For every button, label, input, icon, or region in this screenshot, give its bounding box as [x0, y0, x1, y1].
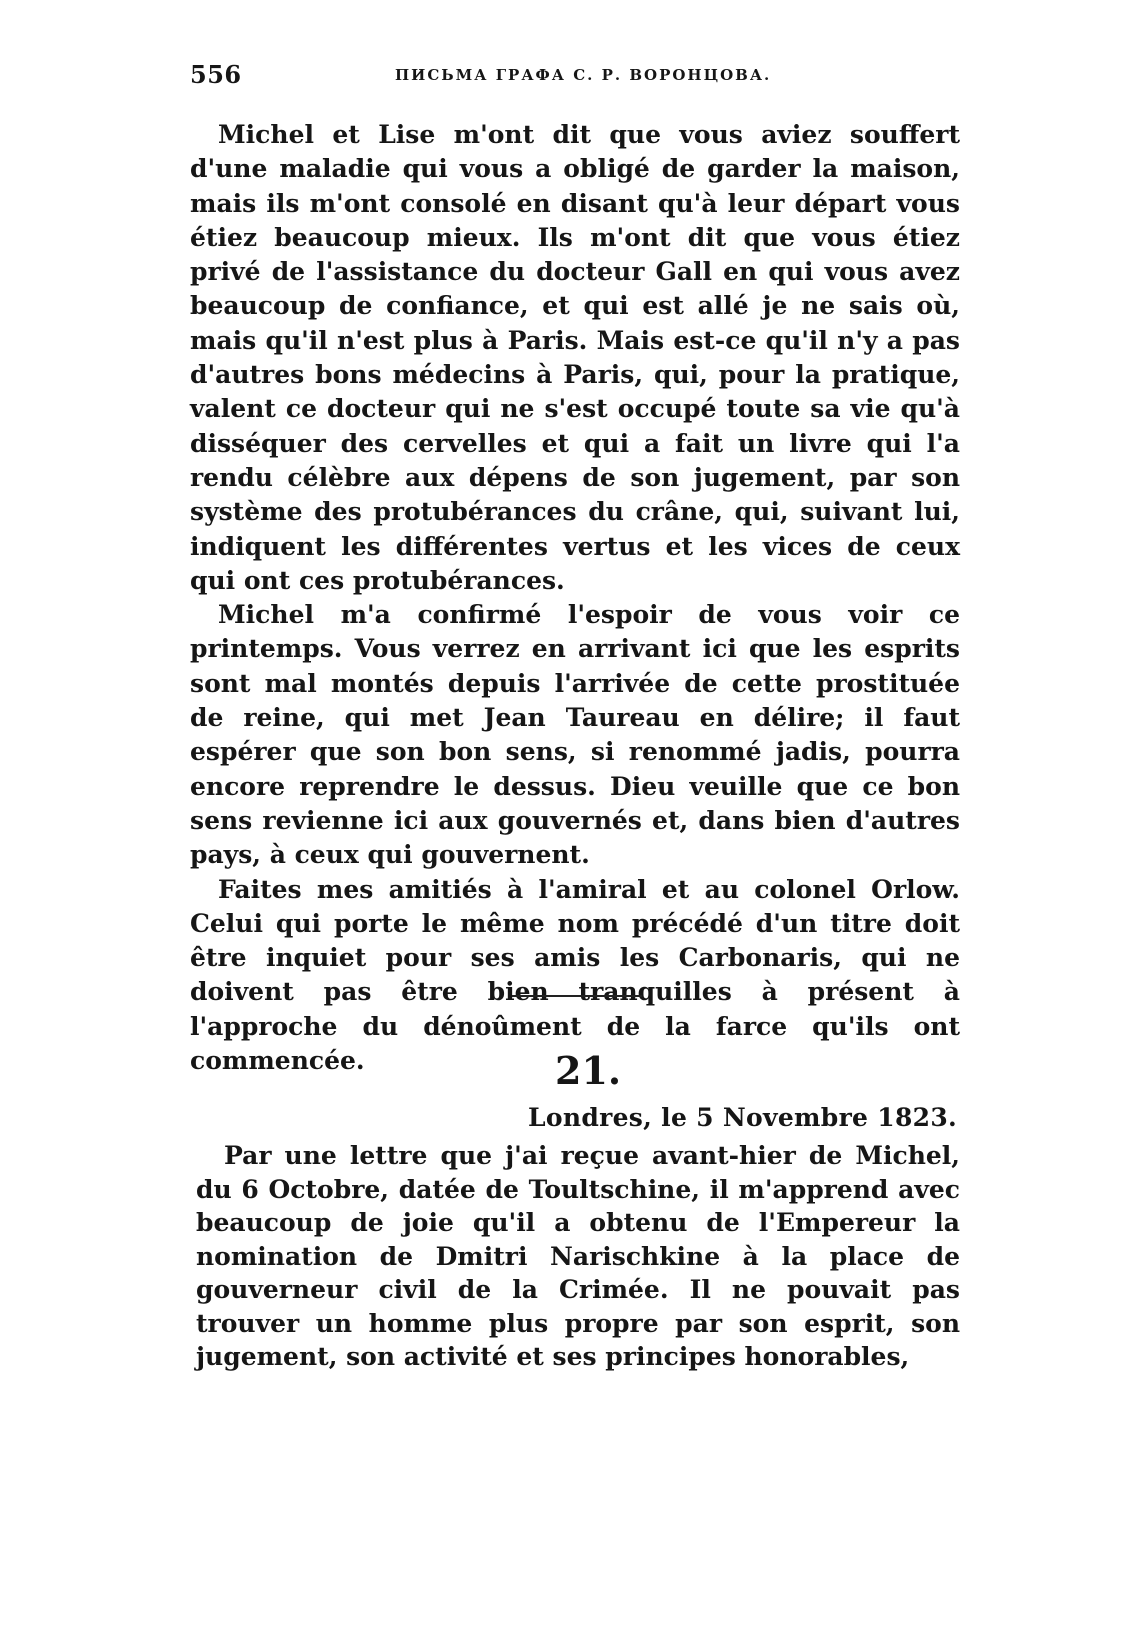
section-divider — [512, 995, 642, 997]
paragraph: Faites mes amitiés à l'amiral et au colonel Orlow. Celui qui porte le même nom précédé d'un titre doit être inquiet pour ses amis les Carbonaris, qui ne doivent pas être bien tranquilles à présent à l'approche du dénoûment de la farce qu'ils ont commencée. — [190, 874, 960, 1076]
page-number: 556 — [190, 60, 242, 89]
page-header — [190, 60, 960, 90]
letter-number: 21. — [555, 1048, 622, 1093]
paragraph: Michel et Lise m'ont dit que vous aviez souffert d'une maladie qui vous a obligé de garder la maison, mais ils m'ont consolé en disant qu'à leur départ vous étiez beaucoup mieux. Ils m'ont dit que vous étiez privé de l'assistance du docteur Gall en qui vous avez beaucoup de confiance, et qui est allé je ne sais où, mais qu'il n'est plus à Paris. Mais est-ce qu'il n'y a pas d'autres bons médecins à Paris, qui, pour la pratique, valent ce docteur qui ne s'est occupé toute sa vie qu'à disséquer des cervelles et qui a fait un livre qui l'a rendu célèbre aux dépens de son jugement, par son système des protubérances du crâne, qui, suivant lui, indiquent les différentes vertus et les vices de ceux qui ont ces protubérances. — [190, 120, 960, 595]
paragraph: Par une lettre que j'ai reçue avant-hier de Michel, du 6 Octobre, datée de Toultschine, il m'apprend avec beaucoup de joie qu'il a obtenu de l'Empereur la nomination de Dmitri Narischkine à la place de gouverneur civil de la Crimée. Il ne pouvait pas trouver un homme plus propre par son esprit, son jugement, son activité et ses principes honorables, — [196, 1141, 960, 1371]
letter-body — [196, 1139, 960, 1374]
running-title: ПИСЬМА ГРАФА С. Р. ВОРОНЦОВА. — [395, 66, 772, 84]
letter-dateline: Londres, le 5 Novembre 1823. — [528, 1103, 958, 1132]
paragraph: Michel m'a confirmé l'espoir de vous voir ce printemps. Vous verrez en arrivant ici que les esprits sont mal montés depuis l'arrivée de cette prostituée de reine, qui met Jean Taureau en délire; il faut espérer que son bon sens, si renommé jadis, pourra encore reprendre le dessus. Dieu veuille que ce bon sens revienne ici aux gouvernés et, dans bien d'autres pays, à ceux qui gouvernent. — [190, 600, 960, 870]
body-text — [190, 118, 960, 1078]
